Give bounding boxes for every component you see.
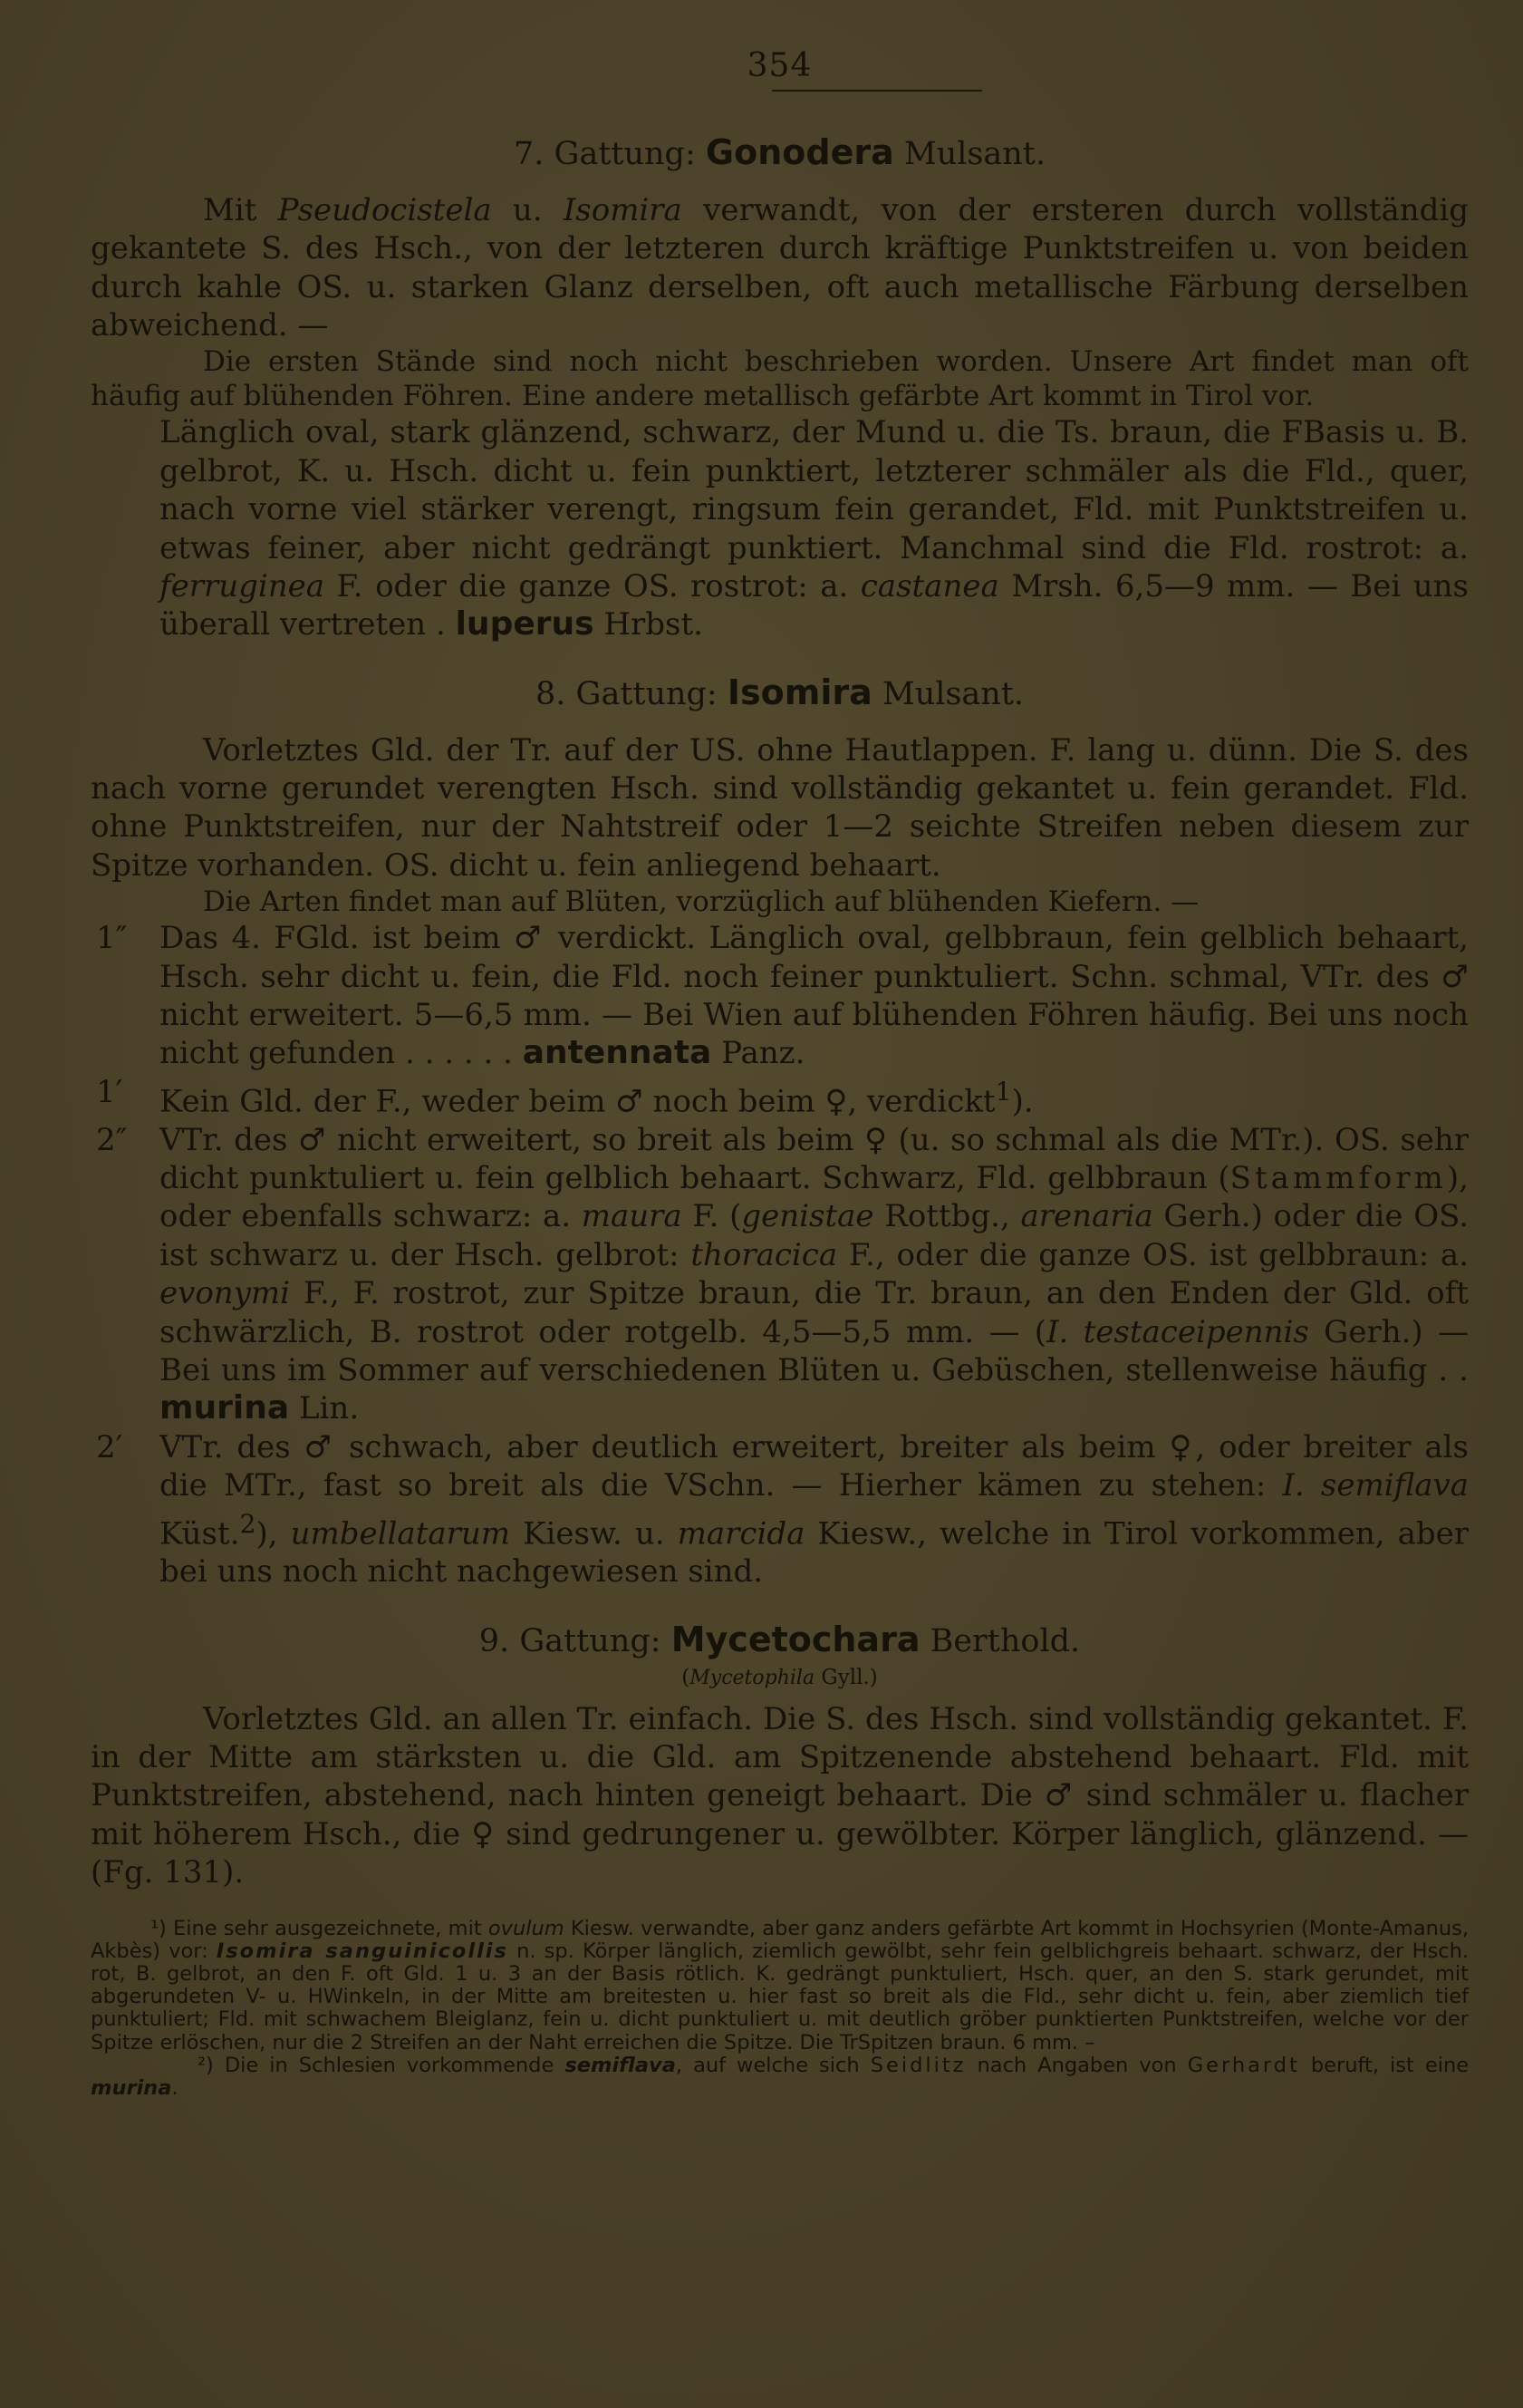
- text-run: F. oder die ganze OS. rostrot: a.: [336, 568, 849, 604]
- text-run: Kein Gld. der F., weder beim: [159, 1083, 606, 1120]
- female-symbol-icon: ♀: [471, 1815, 496, 1852]
- text-run: , verdickt: [847, 1083, 996, 1120]
- variety-name: castanea: [860, 568, 999, 604]
- text-run: verdickt. Länglich oval, gelbbraun, fein gelblich behaart, Hsch. sehr dicht u. fein, die Fld. noch feiner punktuliert. Schn. schmal, VTr. des: [159, 920, 1469, 995]
- text-run: sind gedrungener u. gewölbter. Körper länglich, glänzend. — (Fg. 131).: [91, 1815, 1469, 1891]
- variety-name: I. semiflava: [1282, 1467, 1470, 1504]
- species-author: Hrbst.: [603, 606, 703, 643]
- text-run: Vorletztes Gld. an allen Tr. einfach. Die S. des Hsch. sind vollständig gekantet. F. in der Mitte am stärksten u. die Gld. am Spitzenende abstehend behaart. Fld. mit Punktstreifen, abstehend, nach hinten geneigt behaart. Die: [91, 1700, 1469, 1814]
- variety-name: thoracica: [690, 1236, 838, 1273]
- text-run: Kiesw. u.: [523, 1514, 665, 1552]
- variety-name: maura: [581, 1198, 682, 1235]
- text-run: Mrsh. 6,5—9 mm. — Bei uns überall vertreten .: [159, 568, 1469, 643]
- section-9-prefix: 9. Gattung:: [478, 1622, 661, 1659]
- section-8-paragraph-1: Vorletztes Gld. der Tr. auf der US. ohne Hautlappen. F. lang u. dünn. Die S. des nach vorne gerundet verengten Hsch. sind vollständig gekantet u. fein gerandet. Fld. ohne Punktstreifen, nur der Nahtstreif oder 1—2 seichte Streifen neben diesem zur Spitze vorhanden. OS. dicht u. fein anliegend behaart.: [91, 731, 1469, 884]
- text-run: F. (: [692, 1198, 742, 1235]
- text-run: noch beim: [652, 1083, 815, 1120]
- section-7-heading: [91, 131, 1469, 175]
- text-run: beruft, ist eine: [1310, 2053, 1470, 2077]
- variety-name: ferruginea: [159, 568, 325, 604]
- male-symbol-icon: ♂: [1441, 958, 1469, 995]
- footnote-2: [91, 2055, 1469, 2100]
- text-run: Länglich oval, stark glänzend, schwarz, der Mund u. die Ts. braun, die FBasis u. B. gelbrot, K. u. Hsch. dicht u. fein punktiert, letzterer schmäler als die Fld., quer, nach vorne viel stärker verengt, ringsum fein gerandet, Fld. mit Punktstreifen u. etwas feiner, aber nicht gedrängt punktiert. Manchmal sind die Fld. rostrot: a.: [159, 414, 1469, 566]
- text-run: Kiesw. verwandte, aber ganz anders gefärbte Art kommt in Hochsyrien (Monte-Amanus, Akbès) vor:: [91, 1916, 1470, 1963]
- section-7-author: Mulsant.: [903, 136, 1046, 172]
- key-number: 2″: [96, 1121, 128, 1158]
- section-9-paragraph-1: [91, 1700, 1469, 1892]
- text-run: ), oder ebenfalls schwarz: a.: [159, 1159, 1469, 1235]
- section-7-prefix: 7. Gattung:: [514, 136, 696, 172]
- species-author: Panz.: [721, 1035, 805, 1072]
- text-run: ).: [1011, 1083, 1034, 1120]
- variety-name: arenaria: [1020, 1198, 1153, 1235]
- section-9-author: Berthold.: [930, 1622, 1081, 1659]
- section-8-paragraph-2: Die Arten findet man auf Blüten, vorzüglich auf blühenden Kiefern. —: [203, 885, 1200, 919]
- key-number: 2′: [96, 1428, 123, 1465]
- variety-name: ovulum: [487, 1916, 564, 1940]
- section-9-synonym: [91, 1666, 1469, 1689]
- male-symbol-icon: ♂: [298, 1121, 327, 1158]
- text-run: , oder breiter als die MTr., fast so breit als die VSchn. — Hierher kämen zu stehen:: [159, 1428, 1469, 1504]
- section-8-prefix: 8. Gattung:: [535, 675, 718, 712]
- text-run: Rottbg.,: [884, 1198, 1010, 1235]
- author-name: Gerhardt: [1187, 2053, 1300, 2077]
- species-author: Lin.: [298, 1390, 360, 1427]
- text-run: verwandt, von der ersteren durch vollständig gekantete S. des Hsch., von der letzteren durch kräftige Punktstreifen u. von beiden durch kahle OS. u. starken Glanz derselben, oft auch metallische Färbung derselben abweichend. —: [91, 191, 1470, 343]
- text-run: nicht erweitert, so breit als beim: [337, 1121, 854, 1158]
- female-symbol-icon: ♀: [824, 1083, 848, 1120]
- page-number-rule: [772, 90, 982, 92]
- author-name: Seidlitz: [870, 2053, 967, 2077]
- text-run: Mit: [203, 191, 257, 228]
- footnote-mark: ¹): [150, 1916, 167, 1940]
- footnote-ref[interactable]: 1: [995, 1076, 1012, 1107]
- variety-name: murina: [91, 2075, 172, 2100]
- section-9-heading: [91, 1619, 1469, 1662]
- male-symbol-icon: ♂: [514, 920, 545, 957]
- variety-name: genistae: [741, 1198, 874, 1235]
- text-run: .: [171, 2075, 178, 2100]
- variety-name: evonymi: [159, 1275, 291, 1312]
- footnote-mark: ²): [198, 2053, 214, 2077]
- key-number: 1″: [96, 920, 128, 957]
- text-run: VTr. des: [159, 1121, 288, 1158]
- species-name: murina: [159, 1389, 290, 1427]
- synonym-genus: Mycetophila: [689, 1666, 815, 1689]
- species-name: luperus: [455, 605, 594, 643]
- male-symbol-icon: ♂: [615, 1083, 643, 1120]
- text-run: Gyll.): [821, 1665, 878, 1689]
- variety-name: semiflava: [564, 2053, 676, 2077]
- text-run: (u. so schmal als die MTr.). OS. sehr dicht punktuliert u. fein gelblich behaart. Schwarz, Fld. gelbbraun (: [159, 1121, 1470, 1196]
- genus-name: Pseudocistela: [277, 191, 492, 228]
- key-number: 1′: [96, 1073, 123, 1110]
- variety-name: umbellatarum: [290, 1514, 511, 1552]
- variety-name: I. testaceipennis: [1046, 1313, 1309, 1350]
- species-name: antennata: [522, 1034, 712, 1072]
- section-8-genus: Isomira: [727, 672, 872, 712]
- key-entry-2a: [91, 1121, 1469, 1428]
- text-run: Gerh.) — Bei uns im Sommer auf verschiedenen Blüten u. Gebüschen, stellenweise häufig . .: [159, 1313, 1470, 1388]
- species-name: Isomira sanguinicollis: [216, 1939, 508, 1963]
- page-number: 354: [747, 47, 813, 84]
- text-run: Gerh.) oder die OS. ist schwarz u. der Hsch. gelbrot:: [159, 1198, 1469, 1273]
- section-7-genus: Gonodera: [705, 132, 894, 172]
- text-run: Die in Schlesien vorkommende: [224, 2053, 554, 2077]
- footnote-ref[interactable]: 2: [239, 1508, 256, 1539]
- section-8-heading: [91, 672, 1469, 715]
- text-run: Kiesw., welche in Tirol vorkommen, aber bei uns noch nicht nachgewiesen sind.: [159, 1514, 1470, 1591]
- female-symbol-icon: ♀: [1169, 1428, 1196, 1465]
- female-symbol-icon: ♀: [864, 1121, 888, 1158]
- text-run: VTr. des: [159, 1428, 291, 1465]
- footnote-1: [91, 1918, 1469, 2055]
- text-run: schwach, aber deutlich erweitert, breiter als beim: [348, 1428, 1156, 1465]
- key-entry-1b: [91, 1073, 1469, 1121]
- text-run: Eine sehr ausgezeichnete, mit: [173, 1916, 482, 1940]
- text-run: nach Angaben von: [977, 2053, 1177, 2077]
- key-entry-2b: [91, 1428, 1469, 1591]
- text-run: ),: [255, 1514, 278, 1552]
- section-8-author: Mulsant.: [882, 675, 1025, 712]
- genus-name: Isomira: [563, 191, 682, 228]
- text-run: F., F. rostrot, zur Spitze braun, die Tr. braun, an den Enden der Gld. oft schwärzlich, B. rostrot oder rotgelb. 4,5—5,5 mm. — (: [159, 1275, 1469, 1350]
- text-run: nicht erweitert. 5—6,5 mm. — Bei Wien auf blühenden Föhren häufig. Bei uns noch nicht gefunden . . . . . .: [159, 997, 1469, 1072]
- male-symbol-icon: ♂: [1044, 1777, 1075, 1814]
- text-run: u.: [512, 191, 543, 228]
- text-run: Das 4. FGld. ist beim: [159, 920, 501, 957]
- section-7-description: [91, 413, 1469, 643]
- section-9-genus: Mycetochara: [670, 1619, 921, 1659]
- male-symbol-icon: ♂: [304, 1428, 336, 1465]
- section-7-paragraph-1: [91, 191, 1469, 345]
- key-entry-1a: [91, 919, 1469, 1073]
- footnotes: [91, 1918, 1469, 2101]
- text-run: (: [681, 1665, 690, 1689]
- text-run: n. sp. Körper länglich, ziemlich gewölbt, sehr fein gelblichgreis behaart. schwarz, der Hsch. rot, B. gelbrot, an den F. oft Gld. 1 u. 3 an der Basis rötlich. K. gedrängt punktuliert, Hsch. quer, an den S. stark gerundet, mit abgerundeten V- u. HWinkeln, in der Mitte am breitesten u. hier fast so breit als die Fld., sehr dicht u. fein, aber ziemlich tief punktuliert; Fld. mit schwachem Bleiglanz, fein u. dicht punktuliert u. mit deutlich gröber punktierten Punktstreifen, welche vor der Spitze erlöschen, nur die 2 Streifen an der Naht erreichen die Spitze. Die TrSpitzen braun. 6 mm. –: [91, 1939, 1470, 2055]
- text-run: Küst.: [159, 1514, 240, 1552]
- text-run: , auf welche sich: [675, 2053, 860, 2077]
- section-7-paragraph-2: Die ersten Stände sind noch nicht beschrieben worden. Unsere Art findet man oft häufig auf blühenden Föhren. Eine andere metallisch gefärbte Art kommt in Tirol vor.: [91, 345, 1469, 413]
- text-run: F., oder die ganze OS. ist gelbbraun: a.: [848, 1236, 1470, 1273]
- stammform-text: Stammform: [1229, 1159, 1447, 1196]
- text-run: sind schmäler u. flacher mit höherem Hsch., die: [91, 1777, 1470, 1852]
- variety-name: marcida: [677, 1514, 805, 1552]
